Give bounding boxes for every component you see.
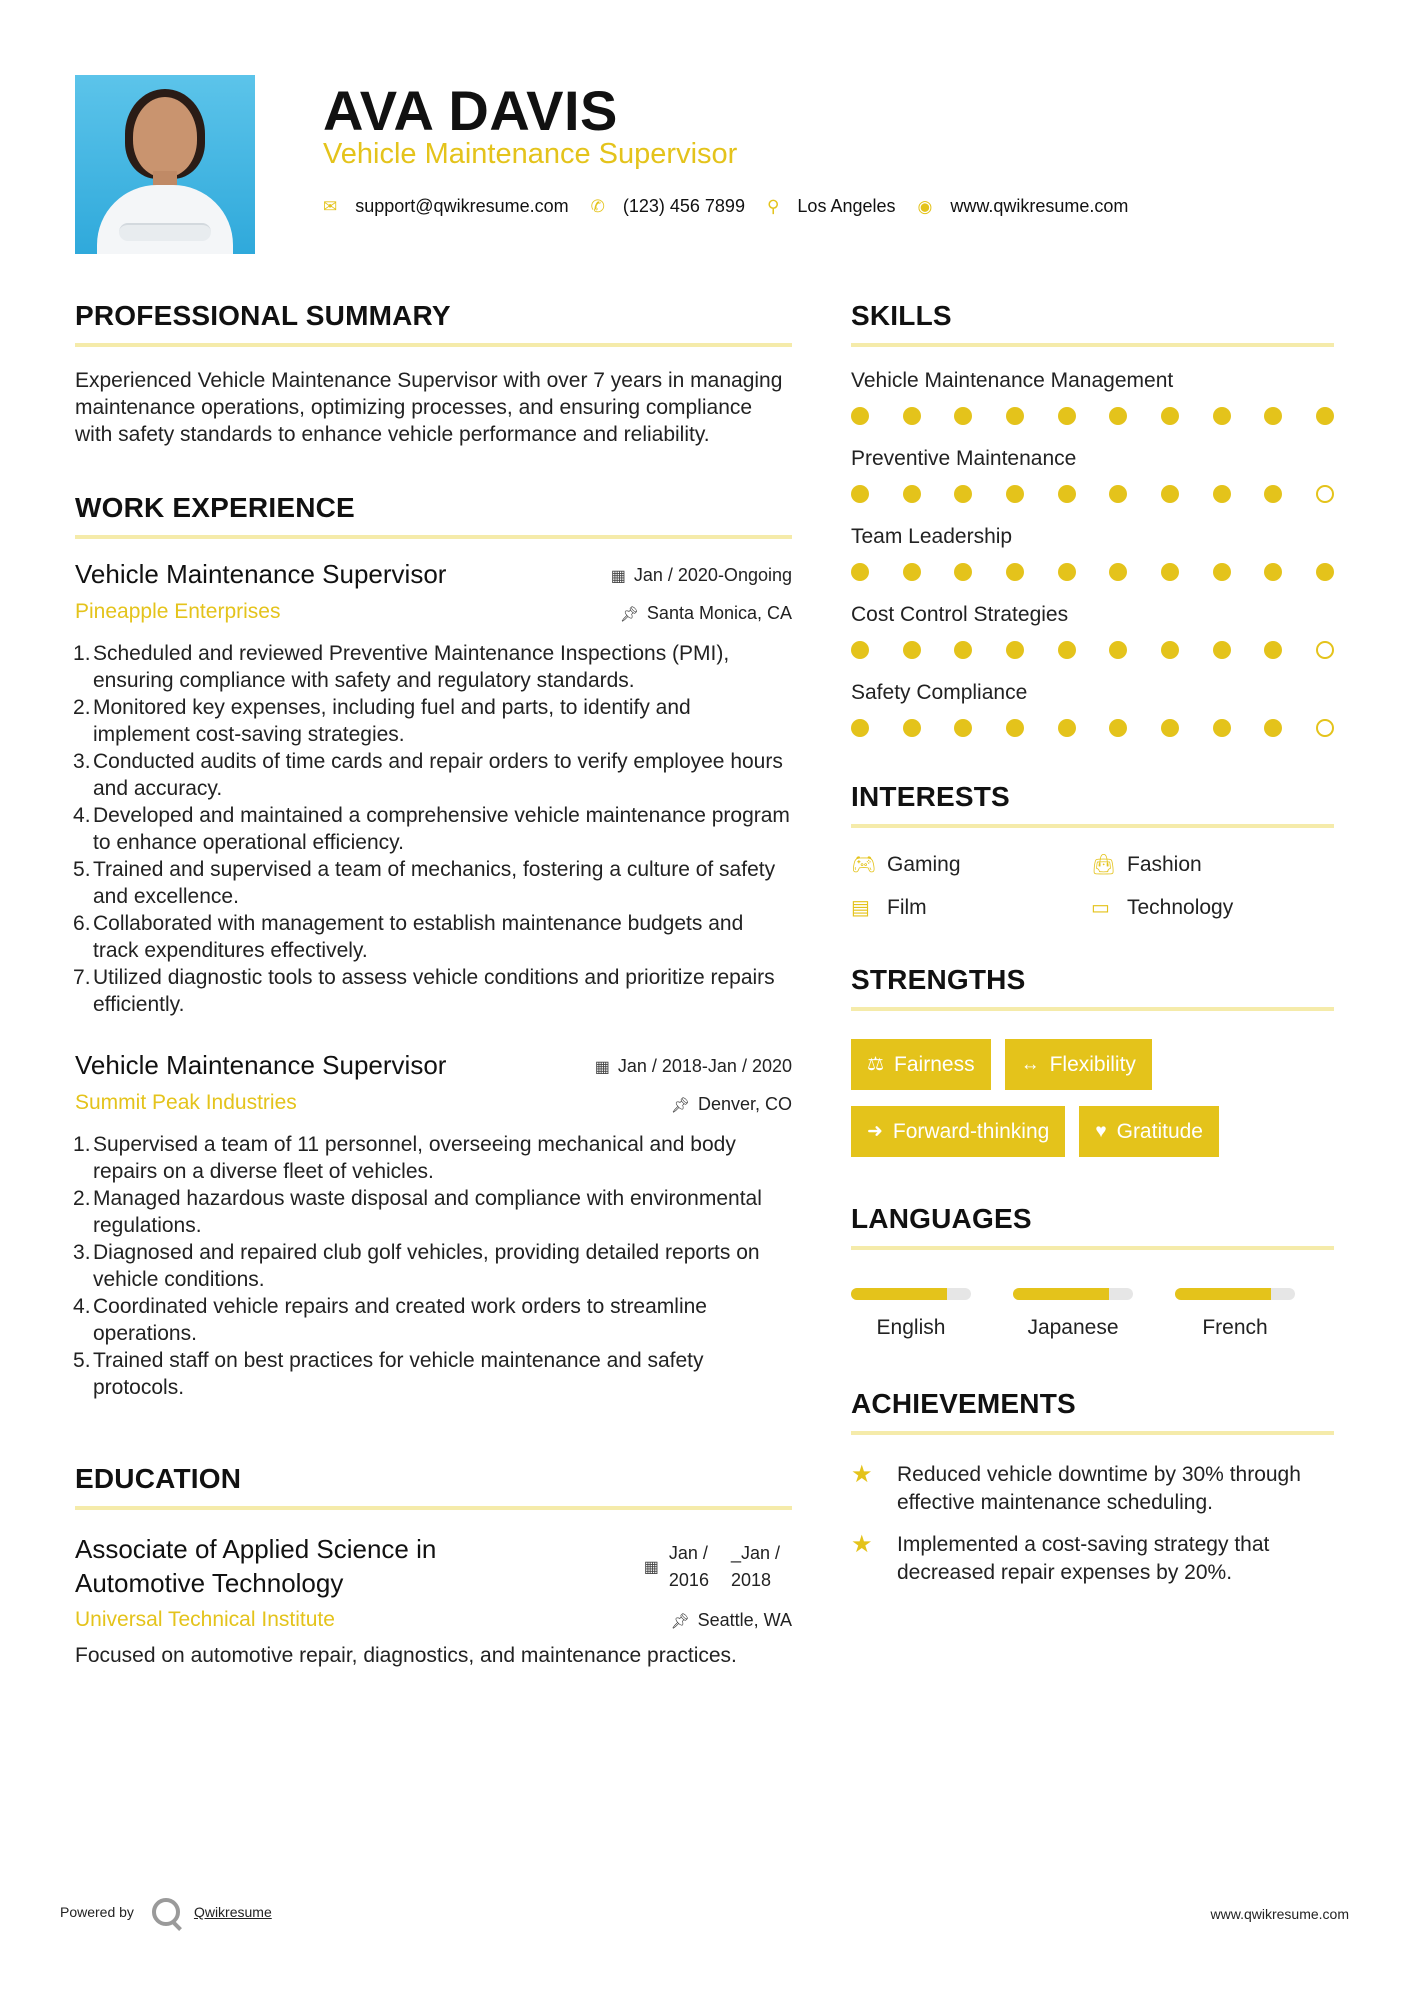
arrow-right-icon: ➜ — [867, 1121, 883, 1142]
footer-powered-by: Powered by Qwikresume — [60, 1898, 272, 1926]
star-icon: ★ — [851, 1461, 873, 1488]
job-entry — [75, 559, 792, 1018]
photo-shirt — [97, 185, 233, 254]
strength-tag: ↔ Flexibility — [1005, 1039, 1152, 1090]
job-location-text: Denver, CO — [697, 1094, 792, 1114]
skills-heading: SKILLS — [851, 300, 952, 331]
list-item: Coordinated vehicle repairs and created work orders to streamline operations. — [93, 1295, 707, 1345]
job-bullets — [75, 640, 792, 1018]
rating-dot-filled — [903, 563, 921, 581]
contact-bar — [323, 196, 1150, 217]
job-title: Vehicle Maintenance Supervisor — [75, 1050, 447, 1080]
calendar-icon: ▦ — [594, 1058, 610, 1076]
rating-dot-filled — [1109, 485, 1127, 503]
list-item: Managed hazardous waste disposal and compliance with environmental regulations. — [93, 1187, 762, 1237]
rating-dot-filled — [1058, 641, 1076, 659]
skill-item — [851, 525, 1334, 581]
gamepad-icon: 🎮︎ — [851, 854, 877, 876]
education-location-text: Seattle, WA — [697, 1610, 792, 1630]
footer-url[interactable]: www.qwikresume.com — [1210, 1906, 1349, 1922]
job-location-text: Santa Monica, CA — [646, 603, 792, 623]
section-divider — [851, 1246, 1334, 1250]
start-date: Jan / 2016 — [668, 1543, 709, 1590]
rating-dot-filled — [1264, 641, 1282, 659]
job-bullets — [75, 1131, 792, 1401]
skills-list — [851, 369, 1334, 737]
pushpin-icon: 📌︎ — [670, 1612, 690, 1630]
arrows-horizontal-icon: ↔ — [1020, 1053, 1040, 1075]
interest-item: 🎮︎ Gaming — [851, 852, 961, 876]
skill-rating — [851, 563, 1334, 581]
rating-dot-filled — [1058, 563, 1076, 581]
job-location — [671, 1094, 792, 1115]
calendar-icon: ▦ — [610, 567, 626, 585]
skill-rating — [851, 485, 1334, 503]
rating-dot-filled — [1058, 485, 1076, 503]
strength-tag: ➜ Forward-thinking — [851, 1106, 1065, 1157]
laptop-icon: ▭ — [1091, 897, 1110, 919]
skill-item — [851, 447, 1334, 503]
skill-item — [851, 681, 1334, 737]
photo-face — [133, 97, 197, 177]
skill-rating — [851, 407, 1334, 425]
education-entry — [75, 1532, 792, 1669]
section-divider — [75, 535, 792, 539]
rating-dot-filled — [1006, 719, 1024, 737]
rating-dot-filled — [954, 641, 972, 659]
company-name: Summit Peak Industries — [75, 1091, 297, 1114]
phone-icon: ✆ — [590, 196, 605, 216]
education-description: Focused on automotive repair, diagnostics, and maintenance practices. — [75, 1644, 737, 1667]
envelope-icon: ✉ — [323, 196, 338, 216]
globe-icon: ◉ — [917, 196, 933, 216]
list-item: Trained staff on best practices for vehicle maintenance and safety protocols. — [93, 1349, 704, 1399]
summary-text: Experienced Vehicle Maintenance Supervisor with over 7 years in managing maintenance operations, optimizing processes, and ensuring compliance with safety standards to enhance vehicle performance and reliability. — [75, 369, 783, 446]
rating-dot-filled — [1161, 641, 1179, 659]
film-icon: ▤ — [851, 897, 870, 919]
rating-dot-filled — [1058, 719, 1076, 737]
language-name: Japanese — [1027, 1316, 1119, 1339]
rating-dot-filled — [1213, 485, 1231, 503]
experience-heading: WORK EXPERIENCE — [75, 492, 355, 523]
rating-dot-filled — [1264, 485, 1282, 503]
list-item: Scheduled and reviewed Preventive Maintenance Inspections (PMI), ensuring compliance with safety and regulatory standards. — [93, 642, 730, 692]
achievement-item: ★ Implemented a cost-saving strategy that decreased repair expenses by 20%. — [851, 1531, 1334, 1587]
languages-list — [851, 1288, 1334, 1340]
balance-scale-icon: ⚖ — [867, 1054, 885, 1075]
rating-dot-filled — [903, 407, 921, 425]
rating-dot-filled — [1161, 485, 1179, 503]
heart-icon: ♥ — [1095, 1120, 1107, 1142]
language-bar — [1175, 1288, 1295, 1300]
skill-name: Safety Compliance — [851, 681, 1028, 704]
rating-dot-filled — [954, 719, 972, 737]
summary-heading: PROFESSIONAL SUMMARY — [75, 300, 451, 331]
skill-name: Team Leadership — [851, 525, 1013, 548]
rating-dot-filled — [903, 485, 921, 503]
achievement-item: ★ Reduced vehicle downtime by 30% through effective maintenance scheduling. — [851, 1461, 1334, 1517]
rating-dot-filled — [903, 641, 921, 659]
section-divider — [75, 343, 792, 347]
strength-tag: ♥ Gratitude — [1079, 1106, 1219, 1157]
interests-list — [851, 852, 1334, 920]
contact-website[interactable]: www.qwikresume.com — [950, 196, 1129, 216]
school-name: Universal Technical Institute — [75, 1608, 335, 1631]
pushpin-icon: 📌︎ — [619, 605, 639, 623]
contact-phone: (123) 456 7899 — [622, 196, 745, 216]
strengths-list — [851, 1039, 1334, 1173]
rating-dot-filled — [954, 485, 972, 503]
list-item: Monitored key expenses, including fuel and parts, to identify and implement cost-saving strategies. — [93, 696, 691, 746]
rating-dot-filled — [1264, 407, 1282, 425]
interest-item: ▭ Technology — [1091, 895, 1234, 919]
language-item — [1013, 1288, 1133, 1340]
rating-dot-filled — [1058, 407, 1076, 425]
rating-dot-empty — [1316, 485, 1334, 503]
section-divider — [851, 1007, 1334, 1011]
rating-dot-filled — [1213, 719, 1231, 737]
rating-dot-filled — [851, 719, 869, 737]
education-location — [671, 1610, 792, 1631]
job-date-text: Jan / 2020-Ongoing — [633, 565, 792, 585]
rating-dot-filled — [1213, 563, 1231, 581]
languages-heading: LANGUAGES — [851, 1203, 1032, 1234]
rating-dot-filled — [1109, 407, 1127, 425]
rating-dot-filled — [1161, 719, 1179, 737]
rating-dot-filled — [1316, 563, 1334, 581]
pushpin-icon: 📌︎ — [670, 1096, 690, 1114]
profile-photo — [75, 75, 255, 254]
list-item: Conducted audits of time cards and repair orders to verify employee hours and accuracy. — [93, 750, 783, 800]
map-marker-icon: ⚲ — [766, 196, 780, 216]
list-item: Developed and maintained a comprehensive vehicle maintenance program to enhance operational efficiency. — [93, 804, 790, 854]
rating-dot-filled — [851, 407, 869, 425]
skill-rating — [851, 719, 1334, 737]
job-location — [620, 603, 792, 624]
rating-dot-filled — [1109, 641, 1127, 659]
end-date: _Jan / 2018 — [730, 1543, 780, 1590]
section-divider — [75, 1506, 792, 1510]
rating-dot-filled — [1006, 407, 1024, 425]
rating-dot-empty — [1316, 641, 1334, 659]
language-bar-fill — [851, 1288, 947, 1300]
shopping-bag-icon: 👜︎ — [1091, 854, 1117, 876]
left-column — [75, 300, 792, 1669]
calendar-icon: ▦ — [643, 1558, 659, 1576]
rating-dot-filled — [851, 485, 869, 503]
star-icon: ★ — [851, 1531, 873, 1558]
rating-dot-filled — [1316, 407, 1334, 425]
strength-tag: ⚖ Fairness — [851, 1039, 991, 1090]
language-item — [1175, 1288, 1295, 1340]
language-bar — [851, 1288, 971, 1300]
qwikresume-logo-icon — [152, 1898, 180, 1926]
rating-dot-filled — [954, 563, 972, 581]
candidate-title: Vehicle Maintenance Supervisor — [323, 138, 738, 170]
strengths-heading: STRENGTHS — [851, 964, 1026, 995]
rating-dot-filled — [1006, 485, 1024, 503]
rating-dot-filled — [851, 641, 869, 659]
rating-dot-filled — [1006, 641, 1024, 659]
footer-brand-link[interactable]: Qwikresume — [193, 1904, 272, 1920]
rating-dot-filled — [1213, 407, 1231, 425]
degree-title: Associate of Applied Science in Automotive Technology — [75, 1534, 437, 1598]
skill-name: Preventive Maintenance — [851, 447, 1077, 470]
contact-email[interactable]: support@qwikresume.com — [355, 196, 569, 216]
language-item — [851, 1288, 971, 1340]
list-item: Utilized diagnostic tools to assess vehicle conditions and prioritize repairs efficiently. — [93, 966, 775, 1016]
list-item: Diagnosed and repaired club golf vehicles, providing detailed reports on vehicle conditions. — [93, 1241, 760, 1291]
skill-name: Vehicle Maintenance Management — [851, 369, 1174, 392]
list-item: Supervised a team of 11 personnel, overseeing mechanical and body repairs on a diverse fleet of vehicles. — [93, 1133, 736, 1183]
skill-item — [851, 369, 1334, 425]
job-date — [611, 565, 792, 586]
job-date-text: Jan / 2018-Jan / 2020 — [617, 1056, 792, 1076]
language-bar-fill — [1013, 1288, 1109, 1300]
rating-dot-filled — [1161, 407, 1179, 425]
education-heading: EDUCATION — [75, 1463, 242, 1494]
rating-dot-filled — [1109, 563, 1127, 581]
skill-name: Cost Control Strategies — [851, 603, 1069, 626]
language-bar-fill — [1175, 1288, 1271, 1300]
company-name: Pineapple Enterprises — [75, 600, 281, 623]
job-entry — [75, 1050, 792, 1401]
candidate-name: AVA DAVIS — [323, 79, 618, 142]
contact-location: Los Angeles — [797, 196, 896, 216]
interests-heading: INTERESTS — [851, 781, 1010, 812]
rating-dot-filled — [1109, 719, 1127, 737]
rating-dot-empty — [1316, 719, 1334, 737]
language-bar — [1013, 1288, 1133, 1300]
job-title: Vehicle Maintenance Supervisor — [75, 559, 447, 589]
skill-rating — [851, 641, 1334, 659]
rating-dot-filled — [903, 719, 921, 737]
rating-dot-filled — [1006, 563, 1024, 581]
right-column — [851, 300, 1334, 1587]
skill-item — [851, 603, 1334, 659]
section-divider — [851, 343, 1334, 347]
list-item: Collaborated with management to establish maintenance budgets and track expenditures effectively. — [93, 912, 744, 962]
section-divider — [851, 1431, 1334, 1435]
list-item: Trained and supervised a team of mechanics, fostering a culture of safety and excellence. — [93, 858, 776, 908]
rating-dot-filled — [954, 407, 972, 425]
rating-dot-filled — [1213, 641, 1231, 659]
rating-dot-filled — [1161, 563, 1179, 581]
section-divider — [851, 824, 1334, 828]
interest-item: 👜︎ Fashion — [1091, 852, 1202, 876]
photo-arms — [119, 223, 211, 241]
achievements-heading: ACHIEVEMENTS — [851, 1388, 1076, 1419]
language-name: French — [1202, 1316, 1268, 1339]
education-date — [644, 1540, 780, 1594]
rating-dot-filled — [1264, 719, 1282, 737]
language-name: English — [876, 1316, 946, 1339]
interest-item: ▤ Film — [851, 895, 927, 919]
rating-dot-filled — [1264, 563, 1282, 581]
rating-dot-filled — [851, 563, 869, 581]
job-date — [595, 1056, 792, 1077]
